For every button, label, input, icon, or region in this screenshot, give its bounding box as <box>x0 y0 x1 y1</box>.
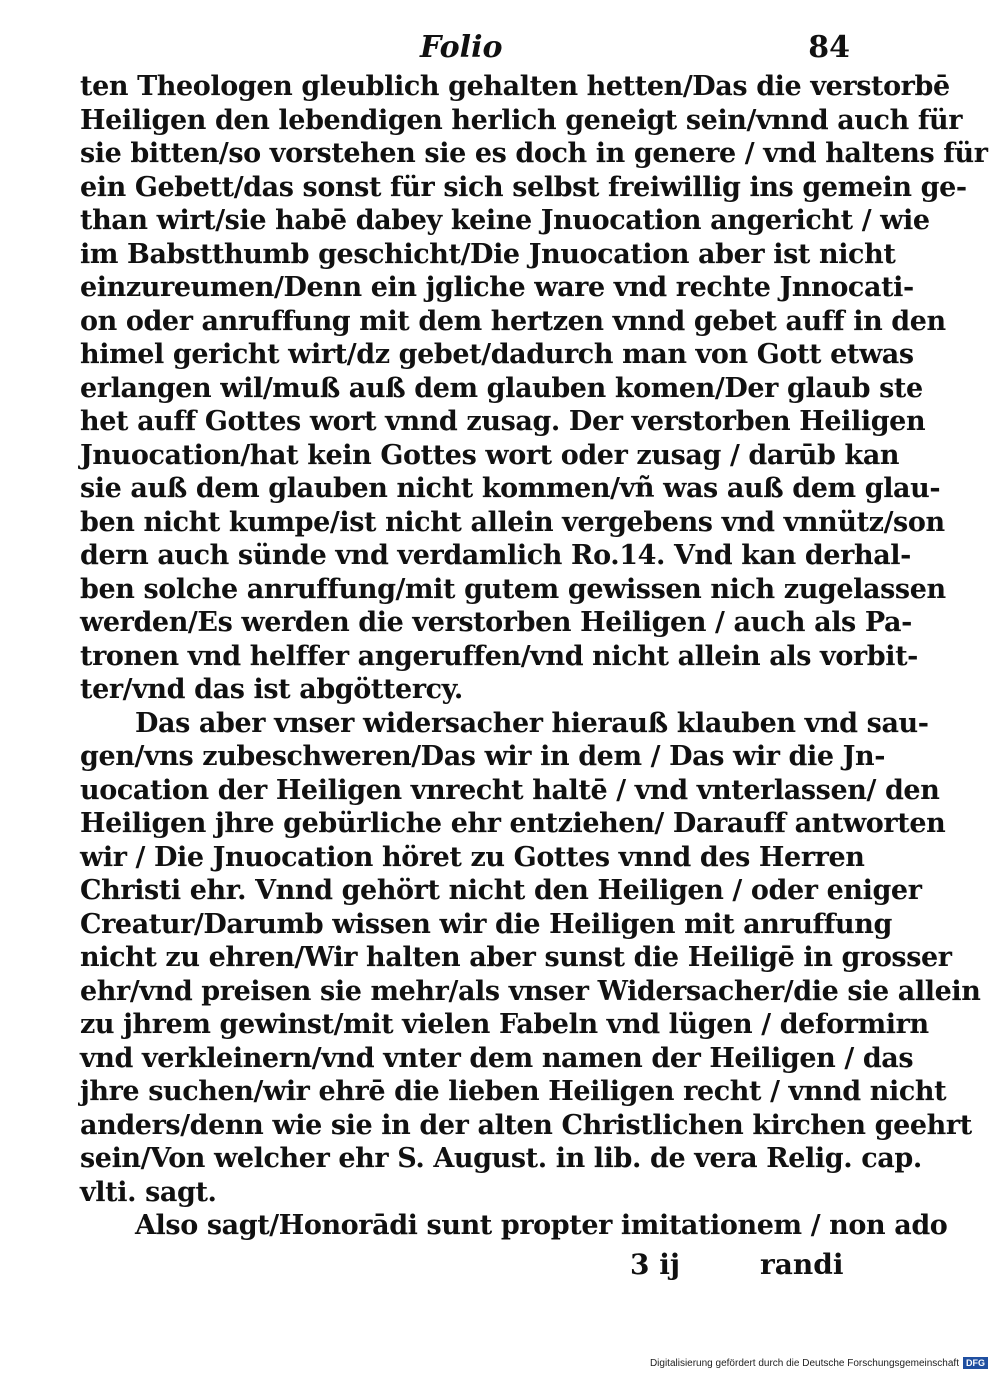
text-line: Heiligen jhre gebürliche ehr entziehen/ Darauff antworten <box>80 808 946 839</box>
text-line: sein/Von welcher ehr S. August. in lib. de vera Relig. cap. <box>80 1143 922 1174</box>
dfg-logo: DFG <box>963 1357 988 1369</box>
text-line: sie auß dem glauben nicht kommen/vñ was auß dem glau- <box>80 473 941 504</box>
text-line: uocation der Heiligen vnrecht haltē / vnd vnterlassen/ den <box>80 774 940 806</box>
text-line: Creatur/Darumb wissen wir die Heiligen mit anruffung <box>80 908 892 940</box>
text-line: ben solche anruffung/mit gutem gewissen nich zugelassen <box>80 573 946 605</box>
text-line: Christi ehr. Vnnd gehört nicht den Heiligen / oder eniger <box>80 875 922 906</box>
credit-text: Digitalisierung gefördert durch die Deutsche Forschungsgemeinschaft <box>649 1357 959 1369</box>
text-line: zu jhrem gewinst/mit vielen Fabeln vnd lügen / deformirn <box>80 1009 929 1040</box>
text-line: Das aber vnser widersacher hierauß klauben vnd sau- <box>135 707 929 739</box>
text-line: ten Theologen gleublich gehalten hetten/Das die verstorbē <box>80 71 950 102</box>
text-line: ben nicht kumpe/ist nicht allein vergebens vnd vnnütz/son <box>80 506 945 538</box>
text-line: jhre suchen/wir ehrē die lieben Heiligen recht / vnnd nicht <box>80 1076 947 1107</box>
text-line: than wirt/sie habē dabey keine Jnuocation angericht / wie <box>80 205 930 236</box>
digitization-credit <box>650 1357 988 1369</box>
text-line: einzureumen/Denn ein jgliche ware vnd rechte Jnnocati- <box>80 272 914 303</box>
text-line: vnd verkleinern/vnd vnter dem namen der Heiligen / das <box>80 1042 914 1074</box>
text-line: wir / Die Jnuocation höret zu Gottes vnnd des Herren <box>80 841 865 873</box>
text-line: erlangen wil/muß auß dem glauben komen/Der glaub ste <box>80 372 923 404</box>
page-header <box>80 30 850 70</box>
catchword: randi <box>760 1248 844 1281</box>
text-line: tronen vnd helffer angeruffen/vnd nicht allein als vorbit- <box>80 640 918 672</box>
text-line: nicht zu ehren/Wir halten aber sunst die Heiligē in grosser <box>80 942 952 973</box>
text-line: Jnuocation/hat kein Gottes wort oder zusag / darūb kan <box>80 439 900 471</box>
text-line: Also sagt/Honorādi sunt propter imitationem / non ado <box>135 1210 948 1241</box>
text-line: anders/denn wie sie in der alten Christlichen kirchen geehrt <box>80 1109 972 1141</box>
text-line: himel gericht wirt/dz gebet/dadurch man von Gott etwas <box>80 339 914 370</box>
text-line: dern auch sünde vnd verdamlich Ro.14. Vnd kan derhal- <box>80 540 911 571</box>
text-line: ein Gebett/das sonst für sich selbst freiwillig ins gemein ge- <box>80 171 967 203</box>
folio-number: 84 <box>808 30 850 65</box>
text-line: ehr/vnd preisen sie mehr/als vnser Widersacher/die sie allein <box>80 975 981 1007</box>
text-line: sie bitten/so vorstehen sie es doch in genere / vnd haltens für <box>80 138 988 169</box>
text-line: Heiligen den lebendigen herlich geneigt sein/vnnd auch für <box>80 104 963 136</box>
signature-mark: 3 ij <box>630 1248 680 1281</box>
text-line: vlti. sagt. <box>80 1176 217 1208</box>
body-text <box>80 70 988 1243</box>
text-line: gen/vns zubeschweren/Das wir in dem / Das wir die Jn- <box>80 741 886 772</box>
text-line: on oder anruffung mit dem hertzen vnnd gebet auff in den <box>80 305 946 337</box>
text-line: het auff Gottes wort vnnd zusag. Der verstorben Heiligen <box>80 406 926 437</box>
text-line: im Babstthumb geschicht/Die Jnuocation aber ist nicht <box>80 238 896 270</box>
text-line: werden/Es werden die verstorben Heiligen / auch als Pa- <box>80 607 912 638</box>
running-title: Folio <box>420 30 503 65</box>
text-line: ter/vnd das ist abgöttercy. <box>80 674 463 705</box>
